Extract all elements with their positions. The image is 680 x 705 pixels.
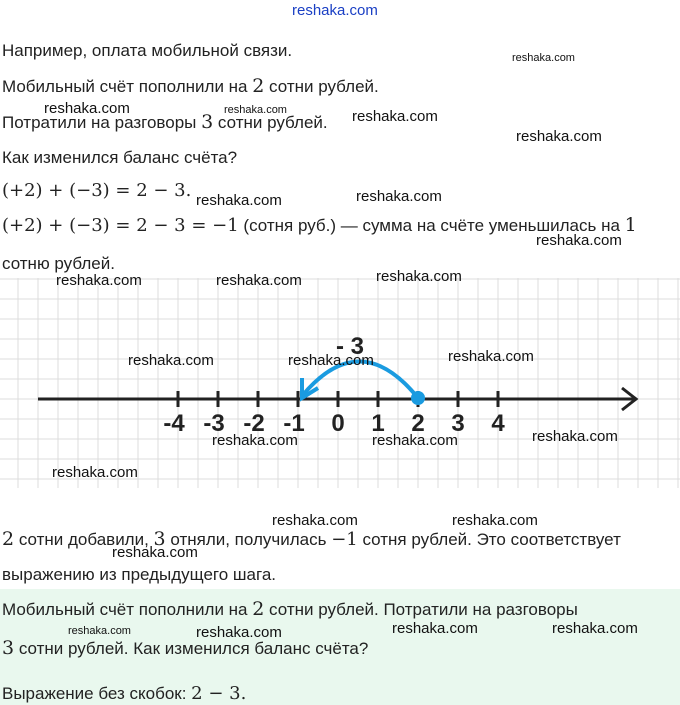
watermark: reshaka.com	[224, 104, 287, 116]
tick-label: 4	[491, 410, 505, 437]
math-expression: 2 − 3.	[191, 683, 247, 704]
watermark: reshaka.com	[196, 192, 282, 209]
box-line-3	[2, 683, 246, 705]
continuation: сотню рублей.	[2, 254, 115, 273]
watermark: reshaka.com	[536, 232, 622, 249]
text-part: отняли, получилась	[165, 530, 332, 549]
site-watermark[interactable]: reshaka.com	[292, 2, 378, 19]
watermark: reshaka.com	[216, 272, 302, 289]
watermark: reshaka.com	[376, 268, 462, 285]
example-intro: Например, оплата мобильной связи.	[2, 41, 293, 60]
text-part: Мобильный счёт пополнили на	[2, 600, 253, 619]
text-part: сотни добавили,	[14, 530, 154, 549]
text-part: сотни рублей. Потратили на разговоры	[264, 600, 578, 619]
watermark: reshaka.com	[356, 188, 442, 205]
text-part: Мобильный счёт пополнили на	[2, 77, 253, 96]
watermark: reshaka.com	[212, 432, 298, 449]
watermark: reshaka.com	[128, 352, 214, 369]
watermark: reshaka.com	[516, 128, 602, 145]
grid	[0, 278, 680, 488]
tick-label: 0	[331, 410, 345, 437]
tick-label: -4	[163, 410, 185, 437]
para1-line1	[2, 528, 621, 551]
topup-sentence	[2, 75, 379, 98]
tick-label: 1	[371, 410, 385, 437]
jump-label: - 3	[335, 333, 365, 360]
question: Как изменился баланс счёта?	[2, 148, 238, 167]
tick-label: -3	[203, 410, 225, 437]
box-line-2	[2, 637, 368, 660]
number: 2	[252, 598, 265, 620]
text-part: сотня рублей. Это соответствует	[357, 530, 621, 549]
watermark: reshaka.com	[56, 272, 142, 289]
number: 2	[2, 528, 15, 550]
watermark: reshaka.com	[68, 625, 131, 637]
number: 2	[252, 75, 265, 97]
text-part: Выражение без скобок:	[2, 684, 192, 703]
text-part: сотни рублей.	[264, 77, 379, 96]
text-part: (сотня руб.) — сумма на счёте уменьшилась на	[238, 216, 625, 235]
watermark: reshaka.com	[512, 52, 575, 64]
formula-2: (+2) + (−3) = 2 − 3 = −1	[2, 215, 239, 236]
tick-label: -1	[283, 410, 305, 437]
text-part: сотни рублей. Как изменился баланс счёта?	[14, 639, 369, 658]
watermark: reshaka.com	[452, 512, 538, 529]
watermark: reshaka.com	[288, 352, 374, 369]
watermark: reshaka.com	[196, 624, 282, 641]
number: −1	[331, 529, 358, 550]
tick-label: 3	[451, 410, 465, 437]
tick-label: -2	[243, 410, 265, 437]
start-point	[411, 391, 425, 405]
number: 1	[624, 214, 637, 236]
box-line-1	[2, 598, 578, 621]
watermark: reshaka.com	[372, 432, 458, 449]
text-part: Потратили на разговоры	[2, 113, 202, 132]
watermark: reshaka.com	[552, 620, 638, 637]
watermark: reshaka.com	[352, 108, 438, 125]
watermark: reshaka.com	[532, 428, 618, 445]
watermark: reshaka.com	[392, 620, 478, 637]
watermark: reshaka.com	[112, 544, 198, 561]
number: 3	[153, 528, 166, 550]
para1-line2: выражению из предыдущего шага.	[2, 565, 277, 584]
number-line-figure	[0, 278, 680, 488]
watermark: reshaka.com	[44, 100, 130, 117]
number: 3	[2, 637, 15, 659]
tick-label: 2	[411, 410, 425, 437]
number: 3	[201, 111, 214, 133]
watermark: reshaka.com	[272, 512, 358, 529]
watermark: reshaka.com	[448, 348, 534, 365]
formula-1: (+2) + (−3) = 2 − 3.	[2, 180, 192, 201]
watermark: reshaka.com	[52, 464, 138, 481]
text-part: сотни рублей.	[213, 113, 328, 132]
